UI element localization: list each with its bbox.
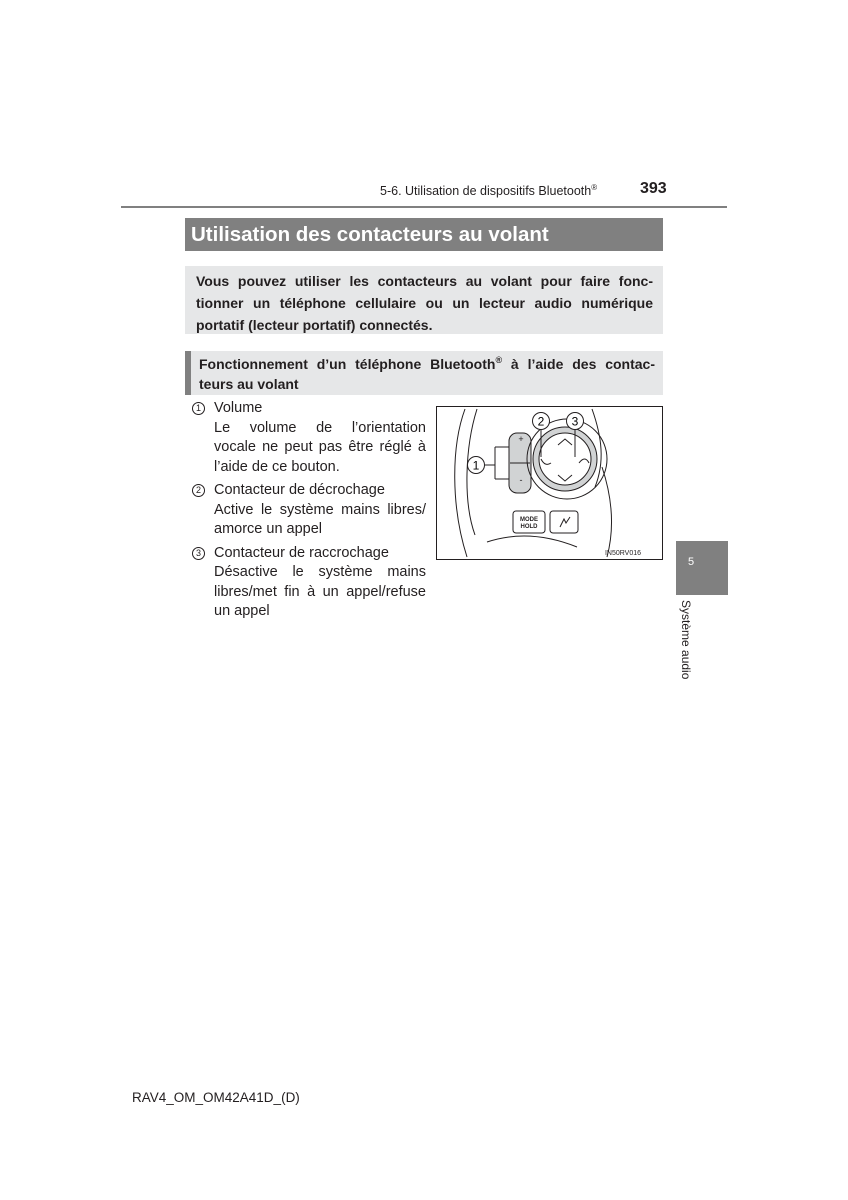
desc-line: libres/met fin à un appel/refuse xyxy=(214,583,426,600)
plus-glyph: + xyxy=(518,434,524,444)
talk-button xyxy=(550,511,578,533)
subsection-heading xyxy=(185,351,663,395)
hold-label: HOLD xyxy=(520,524,538,530)
list-item xyxy=(190,481,426,540)
item-title: Volume xyxy=(214,400,263,416)
section-title: 5-6. Utilisation de dispositifs Bluetooth xyxy=(380,184,592,198)
page-number: 393 xyxy=(640,180,667,197)
talk-icon xyxy=(560,517,570,527)
chapter-name: Système audio xyxy=(679,600,693,680)
intro-line: portatif (lecteur portatif) connectés. xyxy=(196,317,433,333)
item-title: Contacteur de décrochage xyxy=(214,482,385,498)
list-item xyxy=(190,544,426,622)
chapter-tab: 5 xyxy=(676,541,728,595)
registered-mark: ® xyxy=(591,183,598,192)
intro-box xyxy=(185,266,663,334)
desc-line: Désactive le système mains xyxy=(214,564,426,580)
subsection-heading-line xyxy=(199,354,655,374)
figure-code: IN50RV016 xyxy=(604,550,642,557)
page-title: Utilisation des contacteurs au volant xyxy=(185,218,663,251)
switch-list xyxy=(190,399,426,626)
subheading-text: à l’aide des contac- xyxy=(502,356,655,372)
header-rule xyxy=(121,206,727,208)
item-number: 2 xyxy=(192,484,205,497)
wheel-rim-outer xyxy=(455,409,467,557)
desc-line: Active le système mains libres/ xyxy=(214,501,426,518)
steering-switch-drawing xyxy=(437,407,662,559)
intro-line: tionner un téléphone cellulaire ou un lecteur audio numérique xyxy=(196,295,653,311)
desc-line: un appel xyxy=(214,603,270,619)
wheel-spoke-lower xyxy=(487,536,577,547)
desc-line: Le volume de l’orientation xyxy=(214,419,426,436)
wheel-rim-right xyxy=(602,467,612,557)
item-number: 3 xyxy=(192,547,205,560)
desc-line: l’aide de ce bouton. xyxy=(214,458,340,475)
item-description xyxy=(190,563,426,622)
desc-line: vocale ne peut pas être réglé à xyxy=(214,439,426,455)
callout-2: 2 xyxy=(537,414,545,429)
subheading-text: Fonctionnement d’un téléphone Bluetooth xyxy=(199,356,496,372)
list-item xyxy=(190,399,426,477)
mode-label: MODE xyxy=(520,517,538,523)
footer-code: RAV4_OM_OM42A41D_(D) xyxy=(132,1090,300,1105)
item-number: 1 xyxy=(192,402,205,415)
subsection-heading-line: teurs au volant xyxy=(199,376,299,392)
desc-line: amorce un appel xyxy=(214,521,323,537)
callout-1: 1 xyxy=(472,458,480,473)
item-description xyxy=(190,419,426,478)
running-head xyxy=(380,183,597,198)
minus-glyph: - xyxy=(519,475,523,485)
steering-switch-illustration xyxy=(436,406,663,560)
registered-mark: ® xyxy=(495,355,503,365)
item-title: Contacteur de raccrochage xyxy=(214,544,389,561)
item-description xyxy=(190,501,426,540)
callout-3: 3 xyxy=(571,414,579,429)
intro-line: Vous pouvez utiliser les contacteurs au volant pour faire fonc- xyxy=(196,273,653,289)
